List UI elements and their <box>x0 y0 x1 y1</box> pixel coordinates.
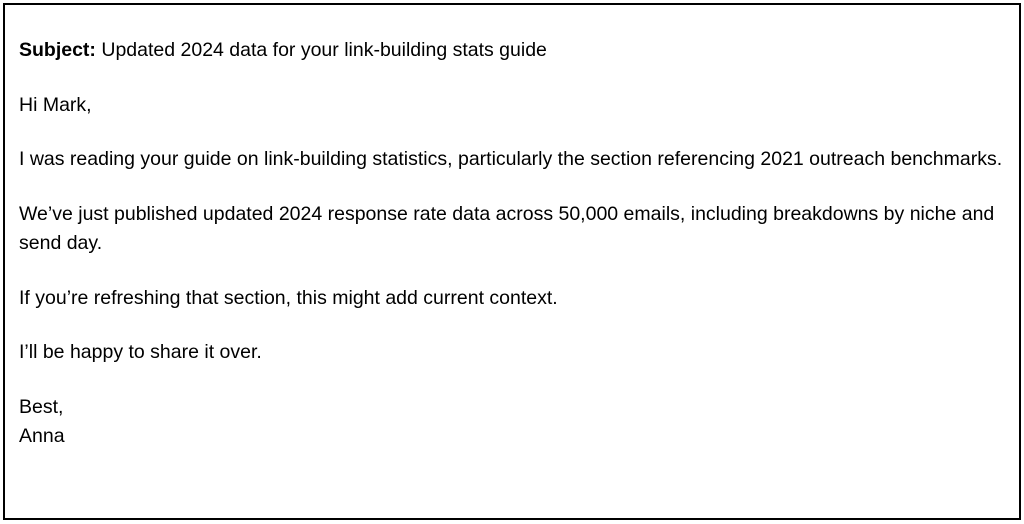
paragraph-2: We’ve just published updated 2024 response rate data across 50,000 emails, including breakdowns by niche and send day. <box>19 202 995 254</box>
paragraph-1: I was reading your guide on link-building statistics, particularly the section referencing 2021 outreach benchmarks. <box>19 148 1003 170</box>
subject-text: Updated 2024 data for your link-building stats guide <box>95 39 547 61</box>
email-message-frame <box>3 3 1021 520</box>
email-body <box>5 5 1019 452</box>
signoff-name: Anna <box>19 425 65 447</box>
signoff-block <box>19 393 1005 452</box>
subject-label: Subject: <box>19 39 96 61</box>
signoff-closing: Best, <box>19 395 64 418</box>
subject-line <box>19 36 1005 66</box>
paragraph-4: I’ll be happy to share it over. <box>19 341 262 363</box>
paragraph-3: If you’re refreshing that section, this might add current context. <box>19 286 558 309</box>
greeting-line: Hi Mark, <box>19 93 92 116</box>
